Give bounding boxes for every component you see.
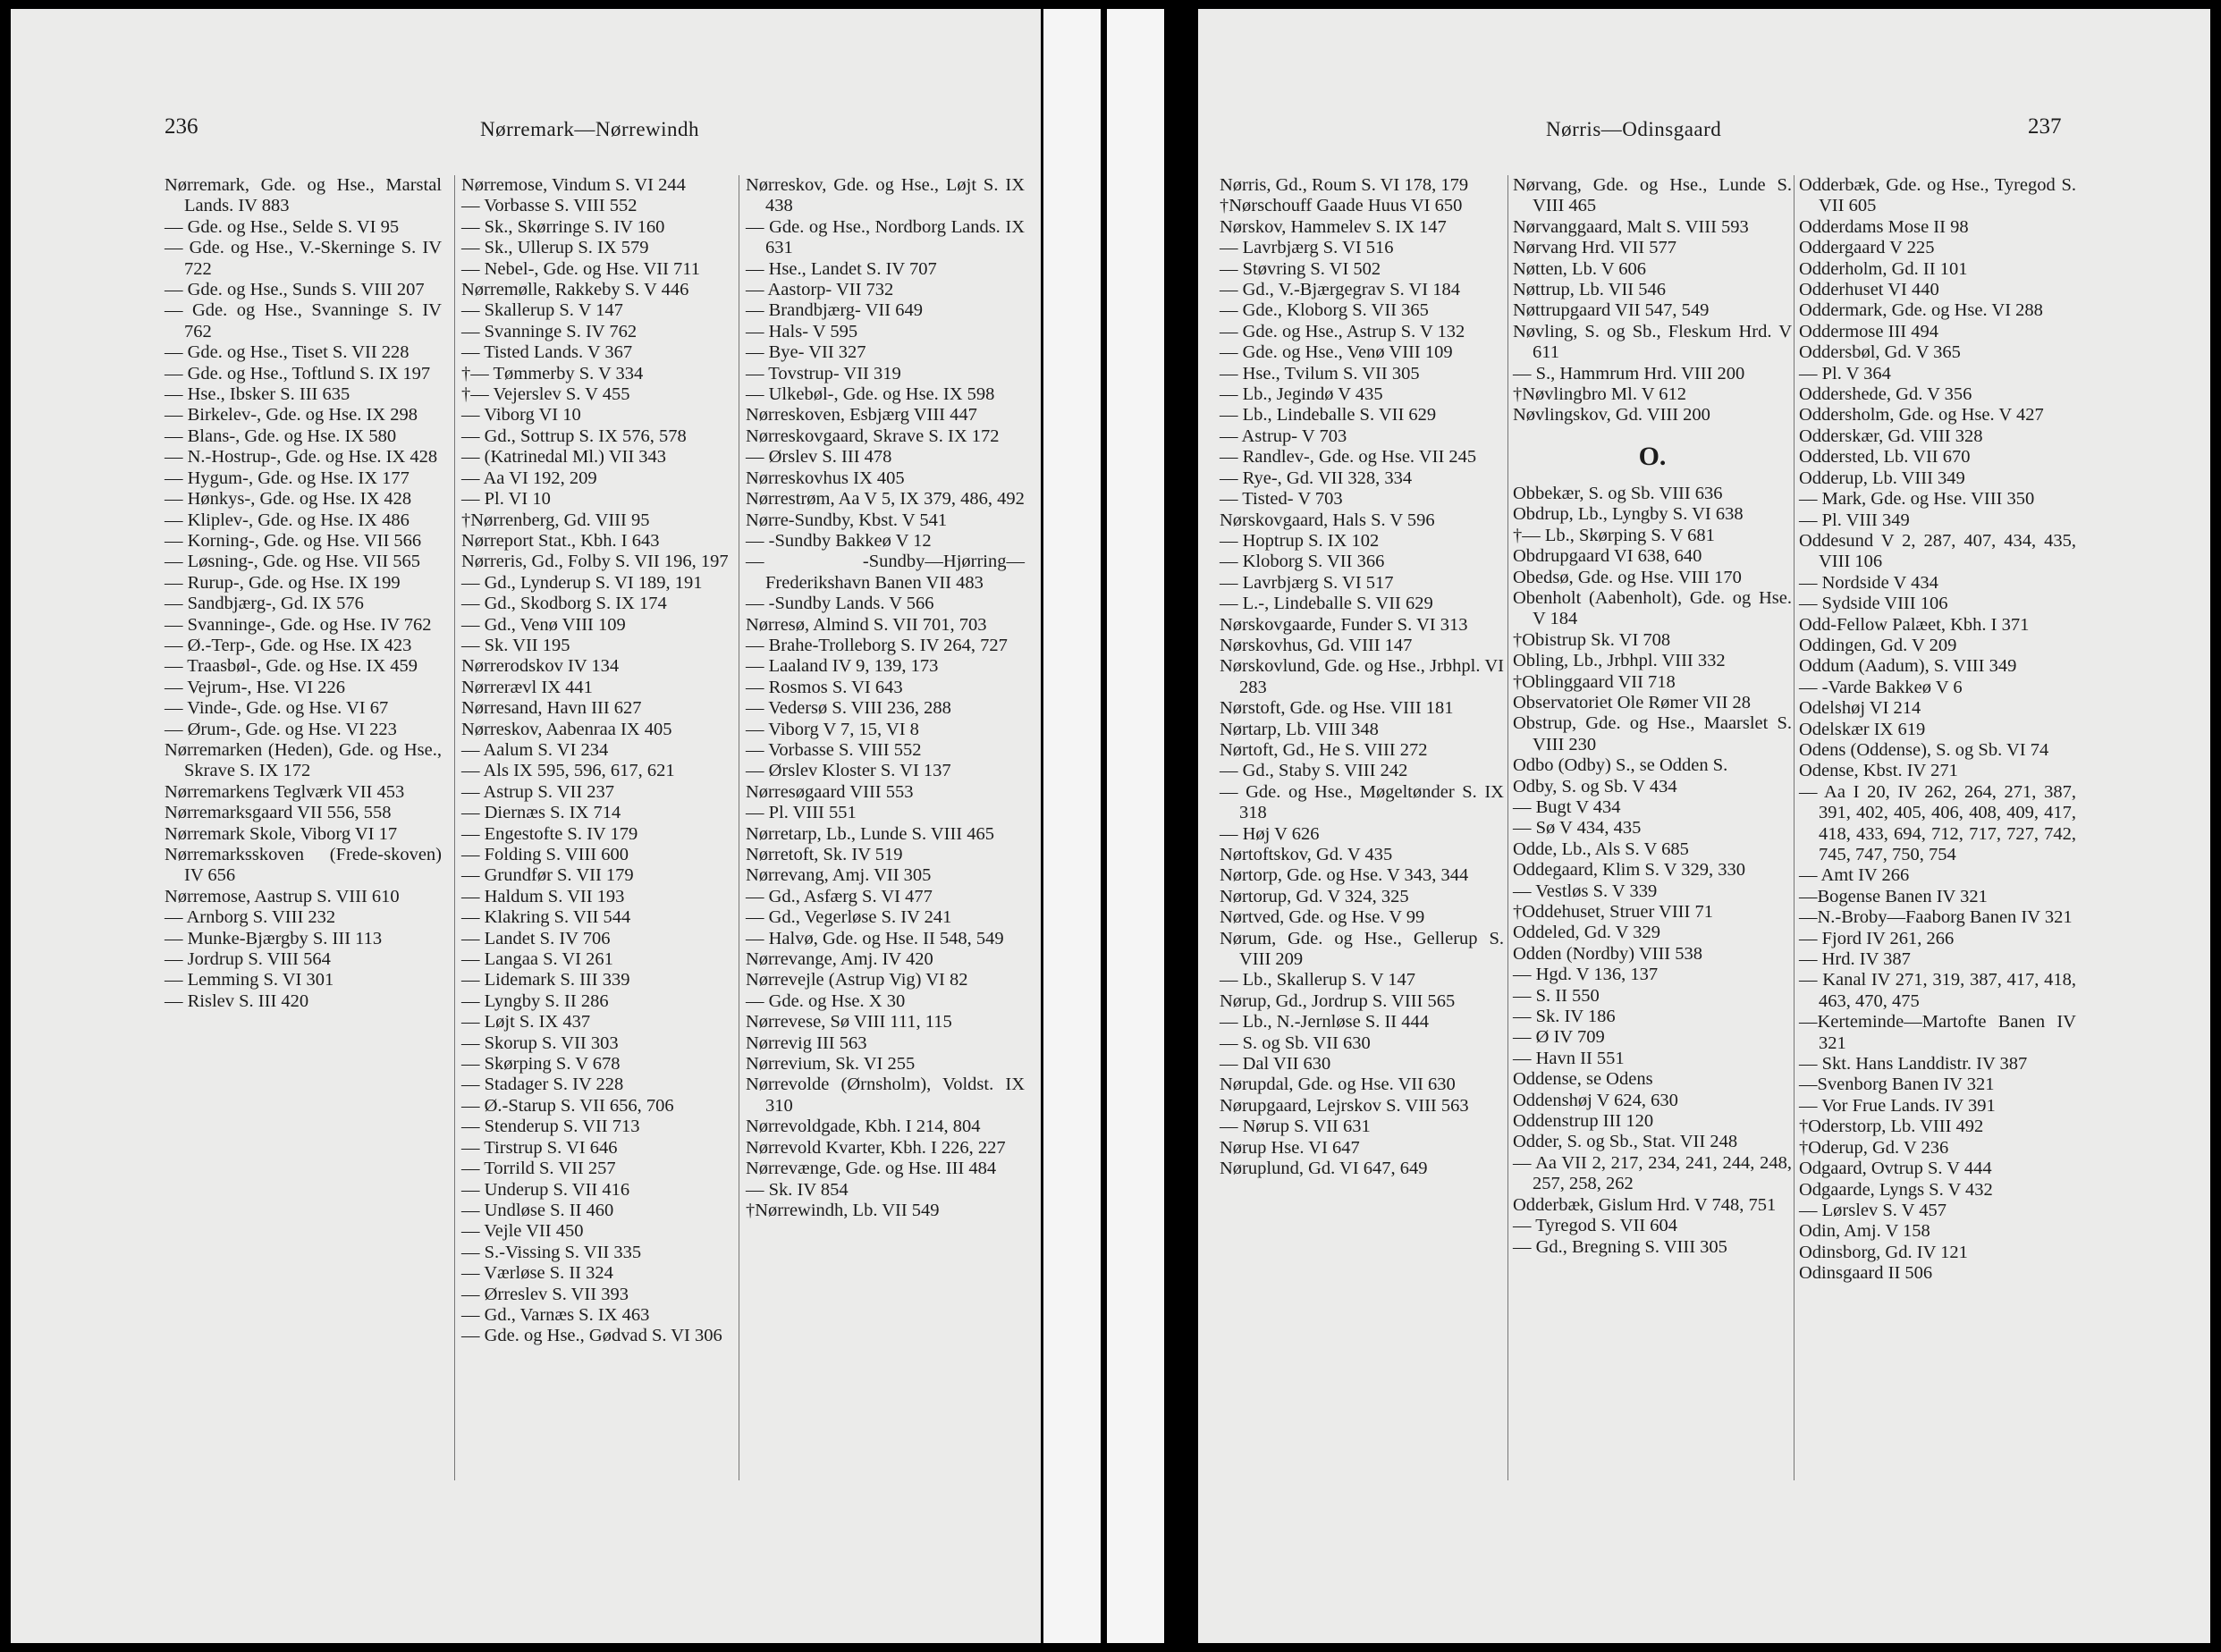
index-entry: — Stadager S. IV 228	[461, 1075, 624, 1095]
index-entry: Odderholm, Gd. II 101	[1799, 258, 1968, 279]
index-entry: †Oddehuset, Struer VIII 71	[1513, 902, 1713, 922]
index-entry: — Als IX 595, 596, 617, 621	[461, 761, 675, 781]
index-entry: Nørremose, Aastrup S. VIII 610	[165, 886, 400, 906]
index-entry: — Nørup S. VII 631	[1220, 1117, 1371, 1137]
index-entry: — Gde. og Hse. X 30	[746, 990, 906, 1011]
index-column	[1799, 175, 2076, 1285]
index-entry: — Gd., Bregning S. VIII 305	[1513, 1236, 1727, 1257]
index-entry: — Skt. Hans Landdistr. IV 387	[1799, 1054, 2028, 1075]
index-entry: †Nørrenberg, Gd. VIII 95	[461, 510, 650, 530]
running-head-left: Nørremark—Nørrewindh	[480, 118, 700, 140]
index-entry: — Grundfør S. VII 179	[461, 865, 634, 886]
index-entry: — Ørreslev S. VII 393	[461, 1284, 629, 1304]
index-entry: — (Katrinedal Ml.) VII 343	[461, 447, 667, 468]
index-entry: — Viborg VI 10	[461, 405, 581, 426]
index-entry: — Gde. og Hse., Tiset S. VII 228	[165, 342, 410, 363]
index-entry: — Traasbøl-, Gde. og Hse. IX 459	[165, 656, 418, 677]
index-entry: Odbo (Odby) S., se Odden S.	[1513, 755, 1728, 776]
index-entry: — Skallerup S. V 147	[461, 300, 623, 321]
index-entry: Oddershede, Gd. V 356	[1799, 384, 1972, 405]
index-entry: — S.-Vissing S. VII 335	[461, 1242, 642, 1262]
column-rule	[1507, 175, 1508, 1480]
index-entry: — Gde. og Hse., Venø VIII 109	[1220, 342, 1453, 363]
index-entry: Oddense, se Odens	[1513, 1069, 1653, 1090]
index-entry: Odder, S. og Sb., Stat. VII 248	[1513, 1132, 1738, 1152]
index-entry: Nøvlingskov, Gd. VIII 200	[1513, 405, 1710, 426]
index-entry: — Pl. V 364	[1799, 363, 1891, 384]
index-entry: Odde, Lb., Als S. V 685	[1513, 839, 1689, 859]
index-entry: — Arnborg S. VIII 232	[165, 907, 336, 928]
index-entry: Oddegaard, Klim S. V 329, 330	[1513, 860, 1746, 881]
index-entry: Nørvang Hrd. VII 577	[1513, 238, 1676, 258]
index-entry: — Fjord IV 261, 266	[1799, 928, 1955, 948]
index-entry: — Gd., Venø VIII 109	[461, 614, 626, 635]
index-entry: — Værløse S. II 324	[461, 1263, 613, 1284]
index-entry: — Haldum S. VII 193	[461, 886, 625, 906]
index-entry: Nørrerodskov IV 134	[461, 656, 620, 677]
column-rule	[1794, 175, 1795, 1480]
index-entry: †— Tømmerby S. V 334	[461, 363, 644, 384]
index-entry: — Kliplev-, Gde. og Hse. IX 486	[165, 510, 410, 530]
index-entry: Obenholt (Aabenholt), Gde. og Hse. V 184	[1513, 587, 1792, 629]
index-entry: — Svanninge-, Gde. og Hse. IV 762	[165, 614, 432, 635]
index-entry: †Nøvlingbro Ml. V 612	[1513, 384, 1687, 405]
index-entry: Nørrevese, Sø VIII 111, 115	[746, 1012, 952, 1032]
index-entry: — Tirstrup S. VI 646	[461, 1137, 618, 1158]
index-entry: — Nebel-, Gde. og Hse. VII 711	[461, 258, 701, 279]
index-entry: — Hals- V 595	[746, 321, 858, 341]
index-entry: — Gde. og Hse., Svanninge S. IV 762	[165, 300, 442, 341]
index-entry: Nørresøgaard VIII 553	[746, 781, 914, 802]
index-entry: Nørup, Gd., Jordrup S. VIII 565	[1220, 990, 1456, 1011]
index-entry: — Folding S. VIII 600	[461, 845, 629, 864]
index-entry: Nørreris, Gd., Folby S. VII 196, 197	[461, 552, 729, 572]
index-entry: Nørskovhus, Gd. VIII 147	[1220, 635, 1413, 655]
index-entry: — Gde. og Hse., V.-Skerninge S. IV 722	[165, 238, 442, 279]
index-entry: — Lb., N.-Jernløse S. II 444	[1220, 1012, 1430, 1032]
index-entry: Nørtarp, Lb. VIII 348	[1220, 719, 1379, 739]
index-entry: Odens (Oddense), S. og Sb. VI 74	[1799, 739, 2049, 760]
index-entry: — Stenderup S. VII 713	[461, 1117, 640, 1137]
index-entry: — Havn II 551	[1513, 1048, 1625, 1068]
index-entry: — Gd., Sottrup S. IX 576, 578	[461, 426, 687, 446]
index-entry: — Løsning-, Gde. og Hse. VII 565	[165, 552, 421, 572]
index-entry: — Dal VII 630	[1220, 1054, 1331, 1075]
index-entry: — Hygum-, Gde. og Hse. IX 177	[165, 468, 410, 488]
index-entry: — Lyngby S. II 286	[461, 990, 609, 1011]
index-entry: — Gde. og Hse., Møgeltønder S. IX 318	[1220, 781, 1504, 823]
index-entry: Nørrestrøm, Aa V 5, IX 379, 486, 492	[746, 489, 1025, 510]
section-letter: O.	[1638, 441, 1667, 471]
index-entry: Odby, S. og Sb. V 434	[1513, 776, 1677, 796]
index-entry: Nørvang, Gde. og Hse., Lunde S. VIII 465	[1513, 175, 1792, 216]
index-entry: — Pl. VIII 551	[746, 803, 857, 823]
index-entry: Nørrevold Kvarter, Kbh. I 226, 227	[746, 1137, 1006, 1158]
index-entry: — Gde. og Hse., Gødvad S. VI 306	[461, 1326, 722, 1346]
index-entry: Nørremark, Gde. og Hse., Marstal Lands. IV 883	[165, 175, 442, 216]
index-entry: — Gd., Staby S. VIII 242	[1220, 761, 1408, 781]
index-entry: — Sk. VII 195	[461, 635, 570, 655]
index-entry: — Brahe-Trolleborg S. IV 264, 727	[746, 635, 1008, 655]
index-entry: — Støvring S. VI 502	[1220, 258, 1381, 279]
index-entry: — Vedersø S. VIII 236, 288	[746, 698, 951, 719]
index-entry: — S. og Sb. VII 630	[1220, 1032, 1371, 1053]
index-entry: Nørtorp, Gde. og Hse. V 343, 344	[1220, 865, 1469, 886]
index-entry: — Gde. og Hse., Nordborg Lands. IX 631	[746, 216, 1025, 258]
index-entry: — Vor Frue Lands. IV 391	[1799, 1095, 1996, 1116]
index-entry: — Diernæs S. IX 714	[461, 803, 621, 823]
index-entry: Nørrevolde (Ørnsholm), Voldst. IX 310	[746, 1075, 1025, 1116]
page-number-left: 236	[165, 114, 198, 139]
index-entry: — Vorbasse S. VIII 552	[746, 739, 922, 760]
index-entry: — L.-, Lindeballe S. VII 629	[1220, 594, 1433, 614]
left-page	[11, 9, 1041, 1643]
index-entry: — Sø V 434, 435	[1513, 818, 1642, 839]
index-entry: Nørreskovgaard, Skrave S. IX 172	[746, 426, 1000, 446]
index-entry: — Kloborg S. VII 366	[1220, 552, 1385, 572]
index-entry: Nørremarken (Heden), Gde. og Hse., Skrave S. IX 172	[165, 739, 442, 781]
index-entry: — Lidemark S. III 339	[461, 970, 630, 990]
index-entry: Nørremarksgaard VII 556, 558	[165, 803, 392, 823]
index-entry: Odinsborg, Gd. IV 121	[1799, 1242, 1968, 1262]
index-entry: Nørresand, Havn III 627	[461, 698, 642, 719]
index-entry: Oddum (Aadum), S. VIII 349	[1799, 656, 2017, 677]
index-entry: Nørreskov, Gde. og Hse., Løjt S. IX 438	[746, 175, 1025, 216]
index-entry: Nørrevang, Amj. VII 305	[746, 865, 932, 886]
index-entry: — Korning-, Gde. og Hse. VII 566	[165, 530, 422, 551]
index-entry: Nørum, Gde. og Hse., Gellerup S. VIII 209	[1220, 928, 1504, 970]
index-entry: — Gd., Vegerløse S. IV 241	[746, 907, 952, 928]
index-entry: — Pl. VI 10	[461, 489, 551, 510]
index-entry: Nørrevange, Amj. IV 420	[746, 949, 933, 970]
index-entry: †— Lb., Skørping S. V 681	[1513, 525, 1715, 545]
index-entry: Nørupgaard, Lejrskov S. VIII 563	[1220, 1095, 1469, 1116]
index-entry: Odinsgaard II 506	[1799, 1263, 1933, 1284]
index-entry: — Vejle VII 450	[461, 1221, 584, 1242]
index-entry: Odelskær IX 619	[1799, 719, 1926, 739]
index-entry: — Ørum-, Gde. og Hse. VI 223	[165, 719, 397, 739]
index-entry: — Birkelev-, Gde. og Hse. IX 298	[165, 405, 418, 426]
index-entry: — Ø.-Starup S. VII 656, 706	[461, 1095, 674, 1116]
index-entry: †Obistrup Sk. VI 708	[1513, 629, 1671, 650]
page-gap	[1043, 9, 1101, 1643]
index-entry: Oddergaard V 225	[1799, 238, 1935, 258]
index-entry: Odin, Amj. V 158	[1799, 1221, 1930, 1242]
index-entry: Oddermose III 494	[1799, 321, 1938, 341]
index-entry: — -Sundby—Hjørring—Frederikshavn Banen VII 483	[746, 552, 1025, 593]
index-entry: — Vinde-, Gde. og Hse. VI 67	[165, 698, 389, 719]
index-entry: — Kanal IV 271, 319, 387, 417, 418, 463, 470, 475	[1799, 970, 2076, 1011]
index-entry: Odense, Kbst. IV 271	[1799, 761, 1958, 781]
page-gap	[1107, 9, 1164, 1643]
index-entry: Obbekær, S. og Sb. VIII 636	[1513, 483, 1723, 503]
index-entry: — Hse., Tvilum S. VII 305	[1220, 363, 1420, 384]
index-entry: — Tisted- V 703	[1220, 489, 1343, 510]
index-entry: Nøttrup, Lb. VII 546	[1513, 280, 1667, 300]
index-entry: — Rislev S. III 420	[165, 990, 309, 1011]
index-entry: Oddermark, Gde. og Hse. VI 288	[1799, 300, 2043, 321]
index-entry: †Oblinggaard VII 718	[1513, 671, 1676, 692]
index-entry: — Aa VII 2, 217, 234, 241, 244, 248, 257, 258, 262	[1513, 1152, 1792, 1194]
index-entry: — Gd., Varnæs S. IX 463	[461, 1304, 650, 1325]
index-entry: — Sandbjærg-, Gd. IX 576	[165, 594, 364, 614]
index-entry: Nørtoft, Gd., He S. VIII 272	[1220, 739, 1428, 760]
index-entry: — Gde. og Hse., Astrup S. V 132	[1220, 321, 1465, 341]
index-entry: Oddingen, Gd. V 209	[1799, 635, 1957, 655]
index-entry: — Hoptrup S. IX 102	[1220, 530, 1380, 551]
index-entry: Nøvling, S. og Sb., Fleskum Hrd. V 611	[1513, 321, 1792, 363]
index-entry: — Vorbasse S. VIII 552	[461, 196, 638, 216]
index-entry: — Engestofte S. IV 179	[461, 823, 638, 844]
index-column	[746, 175, 1025, 1221]
index-entry: Odderbæk, Gde. og Hse., Tyregod S. VII 605	[1799, 175, 2076, 216]
index-entry: — Gde., Kloborg S. VII 365	[1220, 300, 1429, 321]
index-entry: Nørupdal, Gde. og Hse. VII 630	[1220, 1075, 1456, 1095]
index-entry: Nørrevænge, Gde. og Hse. III 484	[746, 1159, 997, 1179]
index-column	[1220, 175, 1504, 1180]
index-entry: — Astrup S. VII 237	[461, 781, 615, 802]
index-entry: Nørretarp, Lb., Lunde S. VIII 465	[746, 823, 995, 844]
index-entry: Odderup, Lb. VIII 349	[1799, 468, 1965, 488]
index-entry: — Sk., Ullerup S. IX 579	[461, 238, 649, 258]
index-entry: Nørrevoldgade, Kbh. I 214, 804	[746, 1117, 981, 1137]
index-entry: — Aa VI 192, 209	[461, 468, 597, 488]
index-entry: Odderhuset VI 440	[1799, 280, 1939, 300]
index-entry: — Aa I 20, IV 262, 264, 271, 387, 391, 402, 405, 406, 408, 409, 417, 418, 433, 694, 712, 717, 727, 742, 745, 747, 750, 754	[1799, 781, 2076, 864]
index-entry: Odderbæk, Gislum Hrd. V 748, 751	[1513, 1194, 1777, 1215]
index-entry: Nøtten, Lb. V 606	[1513, 258, 1647, 279]
index-entry: — Tisted Lands. V 367	[461, 342, 633, 363]
index-entry: — N.-Hostrup-, Gde. og Hse. IX 428	[165, 447, 438, 468]
index-entry: — Skorup S. VII 303	[461, 1032, 619, 1053]
index-entry: Observatoriet Ole Rømer VII 28	[1513, 692, 1752, 712]
index-entry: Nørskovgaard, Hals S. V 596	[1220, 510, 1435, 530]
index-entry: Odd-Fellow Palæet, Kbh. I 371	[1799, 614, 2030, 635]
index-entry: — Rosmos S. VI 643	[746, 677, 903, 697]
index-entry: Odgaarde, Lyngs S. V 432	[1799, 1179, 1993, 1200]
index-entry: — Sk., Skørringe S. IV 160	[461, 216, 665, 237]
index-entry: †Nørrewindh, Lb. VII 549	[746, 1200, 940, 1220]
index-entry: †Oderup, Gd. V 236	[1799, 1137, 1949, 1158]
index-entry: — Lb., Jegindø V 435	[1220, 384, 1383, 405]
index-entry: — Lavrbjærg S. VI 516	[1220, 238, 1394, 258]
index-entry: Nørrevejle (Astrup Vig) VI 82	[746, 970, 968, 990]
index-entry: — Klakring S. VII 544	[461, 907, 631, 928]
index-entry: Nørremarkens Teglværk VII 453	[165, 781, 405, 802]
index-entry: — Sydside VIII 106	[1799, 594, 1948, 614]
right-page	[1198, 9, 2210, 1643]
index-entry: — Svanninge S. IV 762	[461, 321, 638, 341]
index-entry: — Lb., Lindeballe S. VII 629	[1220, 405, 1437, 426]
index-entry: — Lb., Skallerup S. V 147	[1220, 970, 1416, 990]
index-entry: — Løjt S. IX 437	[461, 1012, 591, 1032]
index-entry: — S., Hammrum Hrd. VIII 200	[1513, 363, 1745, 384]
index-entry: Obdrupgaard VI 638, 640	[1513, 546, 1702, 567]
index-entry: — Brandbjærg- VII 649	[746, 300, 923, 321]
index-entry: —Kerteminde—Martofte Banen IV 321	[1799, 1012, 2076, 1053]
index-entry: — Viborg V 7, 15, VI 8	[746, 719, 919, 739]
index-entry: — Gde. og Hse., Selde S. VI 95	[165, 216, 400, 237]
index-entry: — Vejrum-, Hse. VI 226	[165, 677, 345, 697]
index-entry: Obstrup, Gde. og Hse., Maarslet S. VIII 230	[1513, 713, 1792, 754]
index-entry: — Rye-, Gd. VII 328, 334	[1220, 468, 1413, 488]
index-entry: †Oderstorp, Lb. VIII 492	[1799, 1117, 1984, 1137]
index-column	[165, 175, 442, 1012]
index-entry: Nørresø, Almind S. VII 701, 703	[746, 614, 987, 635]
index-entry: Nøruplund, Gd. VI 647, 649	[1220, 1159, 1428, 1179]
index-entry: — Blans-, Gde. og Hse. IX 580	[165, 426, 397, 446]
index-entry: — Lavrbjærg S. VI 517	[1220, 572, 1394, 593]
index-entry: — Gd., V.-Bjærgegrav S. VI 184	[1220, 280, 1460, 300]
index-entry: †— Vejerslev S. V 455	[461, 384, 630, 405]
index-entry: Oddersted, Lb. VII 670	[1799, 447, 1971, 468]
index-entry: — Høj V 626	[1220, 823, 1320, 844]
index-entry: — Astrup- V 703	[1220, 426, 1347, 446]
index-entry: —Bogense Banen IV 321	[1799, 886, 1988, 906]
index-entry: Nørreskovhus IX 405	[746, 468, 905, 488]
index-entry: — Landet S. IV 706	[461, 928, 611, 948]
index-entry: — Bye- VII 327	[746, 342, 866, 363]
index-entry: — Amt IV 266	[1799, 865, 1910, 886]
index-entry: — Gd., Asfærg S. VI 477	[746, 886, 933, 906]
index-entry: — S. II 550	[1513, 985, 1600, 1006]
index-entry: — -Sundby Bakkeø V 12	[746, 530, 932, 551]
index-entry: Obdrup, Lb., Lyngby S. VI 638	[1513, 504, 1744, 525]
index-entry: — Lemming S. VI 301	[165, 970, 334, 990]
index-entry: Odderdams Mose II 98	[1799, 216, 1969, 237]
index-entry: Nørreskov, Aabenraa IX 405	[461, 719, 672, 739]
index-entry: — Randlev-, Gde. og Hse. VII 245	[1220, 447, 1477, 468]
index-entry: †Nørschouff Gaade Huus VI 650	[1220, 196, 1463, 216]
column-rule	[454, 175, 455, 1480]
index-entry: Nørremose, Vindum S. VI 244	[461, 175, 686, 195]
index-entry: Nørrerævl IX 441	[461, 677, 593, 697]
index-entry: Nørskovlund, Gde. og Hse., Jrbhpl. VI 283	[1220, 656, 1504, 697]
index-entry: — Mark, Gde. og Hse. VIII 350	[1799, 489, 2035, 510]
index-entry: Obling, Lb., Jrbhpl. VIII 332	[1513, 651, 1726, 671]
index-entry: Oddersbøl, Gd. V 365	[1799, 342, 1961, 363]
index-entry: Nørreport Stat., Kbh. I 643	[461, 530, 660, 551]
index-entry: Nørtoftskov, Gd. V 435	[1220, 845, 1393, 864]
index-entry: — -Sundby Lands. V 566	[746, 594, 934, 614]
index-entry: Nøttrupgaard VII 547, 549	[1513, 300, 1710, 321]
index-entry: — Aastorp- VII 732	[746, 280, 894, 300]
index-entry: Nørremarksskoven (Frede-skoven) IV 656	[165, 845, 442, 886]
index-entry: — Langaa S. VI 261	[461, 949, 613, 970]
running-head-right: Nørris—Odinsgaard	[1546, 118, 1722, 140]
index-entry: —Svenborg Banen IV 321	[1799, 1075, 1995, 1095]
index-entry: — Lørslev S. V 457	[1799, 1200, 1947, 1220]
index-entry: — Jordrup S. VIII 564	[165, 949, 331, 970]
index-entry: — Gd., Lynderup S. VI 189, 191	[461, 572, 703, 593]
index-entry: — Hønkys-, Gde. og Hse. IX 428	[165, 489, 412, 510]
page-number-right: 237	[2028, 114, 2062, 139]
index-entry: — Hrd. IV 387	[1799, 949, 1911, 970]
index-entry: Oddenstrup III 120	[1513, 1111, 1654, 1132]
index-entry: Odden (Nordby) VIII 538	[1513, 943, 1702, 964]
index-entry: Nørtved, Gde. og Hse. V 99	[1220, 907, 1425, 928]
index-entry: — Gd., Skodborg S. IX 174	[461, 594, 667, 614]
index-entry: Oddeled, Gd. V 329	[1513, 923, 1660, 943]
index-entry: — Laaland IV 9, 139, 173	[746, 656, 939, 677]
index-entry: — Sk. IV 854	[746, 1179, 849, 1200]
index-entry: — Torrild S. VII 257	[461, 1159, 616, 1179]
index-entry: Odderskær, Gd. VIII 328	[1799, 426, 1983, 446]
index-entry: — Tyregod S. VII 604	[1513, 1216, 1678, 1236]
index-entry: — Bugt V 434	[1513, 796, 1621, 817]
index-entry: Nørremark Skole, Viborg VI 17	[165, 823, 398, 844]
index-entry: Nørtorup, Gd. V 324, 325	[1220, 886, 1409, 906]
index-entry: Nørretoft, Sk. IV 519	[746, 845, 903, 864]
index-entry: — Ø.-Terp-, Gde. og Hse. IX 423	[165, 635, 412, 655]
index-entry: — Munke-Bjærgby S. III 113	[165, 928, 383, 948]
index-entry: — Ørslev Kloster S. VI 137	[746, 761, 951, 781]
index-entry: Nørre-Sundby, Kbst. V 541	[746, 510, 948, 530]
index-entry: Nørskovgaarde, Funder S. VI 313	[1220, 614, 1468, 635]
index-entry: Nørrevig III 563	[746, 1032, 867, 1053]
index-column	[1513, 175, 1792, 1258]
index-entry: Oddenshøj V 624, 630	[1513, 1090, 1678, 1110]
index-entry: Oddersholm, Gde. og Hse. V 427	[1799, 405, 2044, 426]
index-entry: Nørreskoven, Esbjærg VIII 447	[746, 405, 977, 426]
index-entry: — Ø IV 709	[1513, 1027, 1605, 1048]
index-entry: — Nordside V 434	[1799, 572, 1938, 593]
index-entry: — Gde. og Hse., Sunds S. VIII 207	[165, 280, 425, 300]
index-entry: Nørup Hse. VI 647	[1220, 1137, 1360, 1158]
index-entry: — Undløse S. II 460	[461, 1200, 614, 1220]
index-entry: Oddesund V 2, 287, 407, 434, 435, VIII 106	[1799, 530, 2076, 572]
index-entry: — Ørslev S. III 478	[746, 447, 892, 468]
index-entry: — Gde. og Hse., Toftlund S. IX 197	[165, 363, 431, 384]
index-entry: Odelshøj VI 214	[1799, 698, 1921, 719]
index-entry: Nørris, Gd., Roum S. VI 178, 179	[1220, 175, 1469, 195]
index-entry: Nørstoft, Gde. og Hse. VIII 181	[1220, 698, 1454, 719]
index-entry: —N.-Broby—Faaborg Banen IV 321	[1799, 907, 2073, 928]
index-entry: — Skørping S. V 678	[461, 1054, 621, 1075]
index-entry: Nørrevium, Sk. VI 255	[746, 1054, 916, 1075]
index-entry: — Underup S. VII 416	[461, 1179, 630, 1200]
index-entry: — Pl. VIII 349	[1799, 510, 1910, 530]
index-entry: — Halvø, Gde. og Hse. II 548, 549	[746, 928, 1004, 948]
index-entry: Nørvanggaard, Malt S. VIII 593	[1513, 216, 1749, 237]
index-entry: — Sk. IV 186	[1513, 1007, 1616, 1027]
index-column	[461, 175, 735, 1347]
index-entry: — Aalum S. VI 234	[461, 739, 609, 760]
index-entry: — Hgd. V 136, 137	[1513, 965, 1659, 985]
index-entry: — Hse., Landet S. IV 707	[746, 258, 937, 279]
index-entry: — Hse., Ibsker S. III 635	[165, 384, 350, 405]
index-entry: Odgaard, Ovtrup S. V 444	[1799, 1159, 1992, 1179]
index-entry: — Tovstrup- VII 319	[746, 363, 901, 384]
index-entry: — Rurup-, Gde. og Hse. IX 199	[165, 572, 401, 593]
index-entry: — Vestløs S. V 339	[1513, 881, 1658, 901]
index-entry: Obedsø, Gde. og Hse. VIII 170	[1513, 567, 1742, 587]
index-entry: Nørremølle, Rakkeby S. V 446	[461, 280, 689, 300]
index-entry: — -Varde Bakkeø V 6	[1799, 677, 1963, 697]
index-entry: Nørskov, Hammelev S. IX 147	[1220, 216, 1447, 237]
index-entry: — Ulkebøl-, Gde. og Hse. IX 598	[746, 384, 995, 405]
